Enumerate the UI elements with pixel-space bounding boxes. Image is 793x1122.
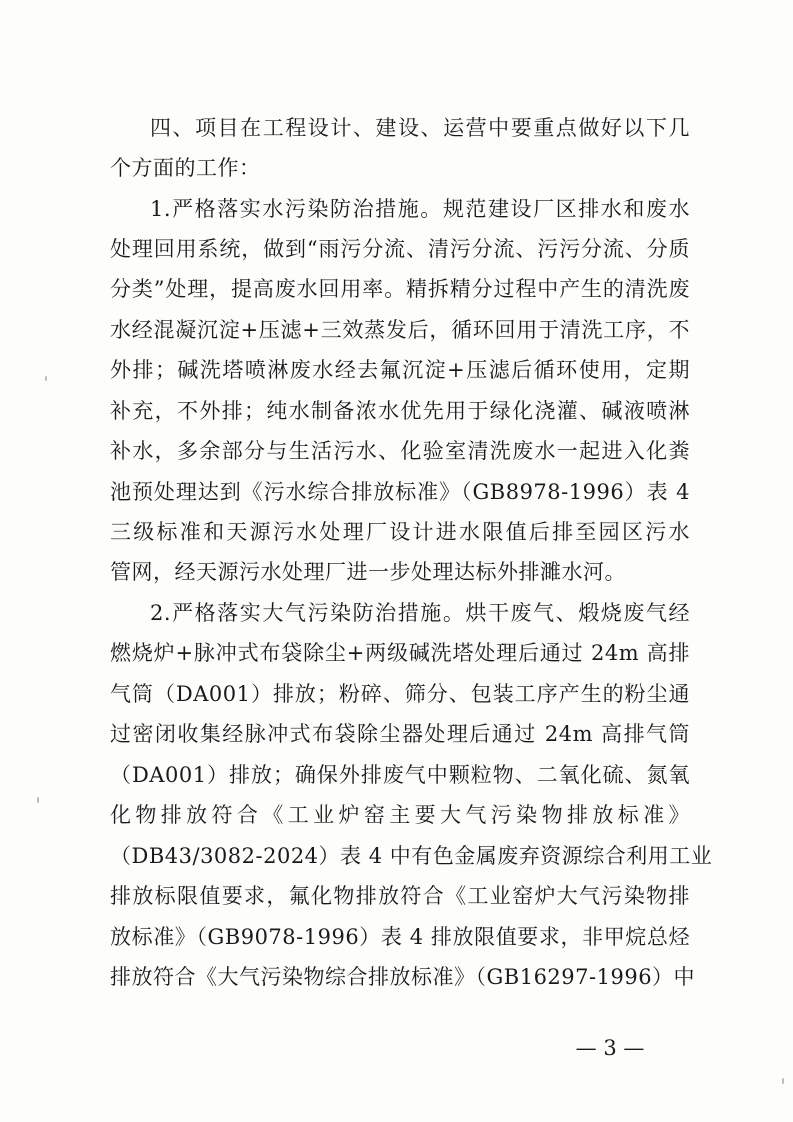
water-measures-line-4: 水经混凝沉淀+压滤+三效蒸发后，循环回用于清洗工序，不 bbox=[110, 318, 690, 342]
air-measures-line-7: （DB43/3082-2024）表 4 中有色金属废弃资源综合利用工业 bbox=[110, 844, 713, 868]
air-measures-line-10: 排放符合《大气污染物综合排放标准》（GB16297-1996）中 bbox=[110, 965, 696, 989]
water-measures-line-6: 补充，不外排；纯水制备浓水优先用于绿化浇灌、碱液喷淋 bbox=[110, 399, 690, 423]
scan-speck bbox=[37, 797, 39, 803]
air-measures-line-4: 过密闭收集经脉冲式布袋除尘器处理后通过 24m 高排气筒 bbox=[110, 722, 690, 746]
paragraph-4-heading-line-1: 四、项目在工程设计、建设、运营中要重点做好以下几 bbox=[150, 116, 690, 140]
scan-speck bbox=[782, 1078, 784, 1084]
air-measures-line-1: 2.严格落实大气污染防治措施。烘干废气、煅烧废气经 bbox=[150, 601, 690, 625]
water-measures-line-2: 处理回用系统，做到“雨污分流、清污分流、污污分流、分质 bbox=[110, 237, 690, 261]
air-measures-line-2: 燃烧炉+脉冲式布袋除尘+两级碱洗塔处理后通过 24m 高排 bbox=[110, 641, 690, 665]
water-measures-line-9: 三级标准和天源污水处理厂设计进水限值后排至园区污水 bbox=[110, 520, 690, 544]
scan-speck bbox=[45, 376, 47, 381]
air-measures-line-6: 化物排放符合《工业炉窑主要大气污染物排放标准》 bbox=[110, 803, 690, 827]
air-measures-line-3: 气筒（DA001）排放；粉碎、筛分、包装工序产生的粉尘通 bbox=[110, 682, 690, 706]
water-measures-line-1: 1.严格落实水污染防治措施。规范建设厂区排水和废水 bbox=[150, 197, 690, 221]
air-measures-line-5: （DA001）排放；确保外排废气中颗粒物、二氧化硫、氮氧 bbox=[110, 763, 690, 787]
page-number: — 3 — bbox=[575, 1036, 645, 1060]
air-measures-line-8: 排放标限值要求，氟化物排放符合《工业窑炉大气污染物排 bbox=[110, 884, 690, 908]
paragraph-4-heading-line-2: 个方面的工作： bbox=[110, 156, 261, 180]
water-measures-line-5: 外排；碱洗塔喷淋废水经去氟沉淀+压滤后循环使用，定期 bbox=[110, 358, 690, 382]
water-measures-line-8: 池预处理达到《污水综合排放标准》（GB8978-1996）表 4 bbox=[110, 480, 690, 504]
water-measures-line-7: 补水，多余部分与生活污水、化验室清洗废水一起进入化粪 bbox=[110, 439, 690, 463]
air-measures-line-9: 放标准》（GB9078-1996）表 4 排放限值要求，非甲烷总烃 bbox=[110, 925, 690, 949]
water-measures-line-3: 分类”处理，提高废水回用率。精拆精分过程中产生的清洗废 bbox=[110, 277, 690, 301]
water-measures-line-10: 管网，经天源污水处理厂进一步处理达标外排濉水河。 bbox=[110, 560, 626, 584]
